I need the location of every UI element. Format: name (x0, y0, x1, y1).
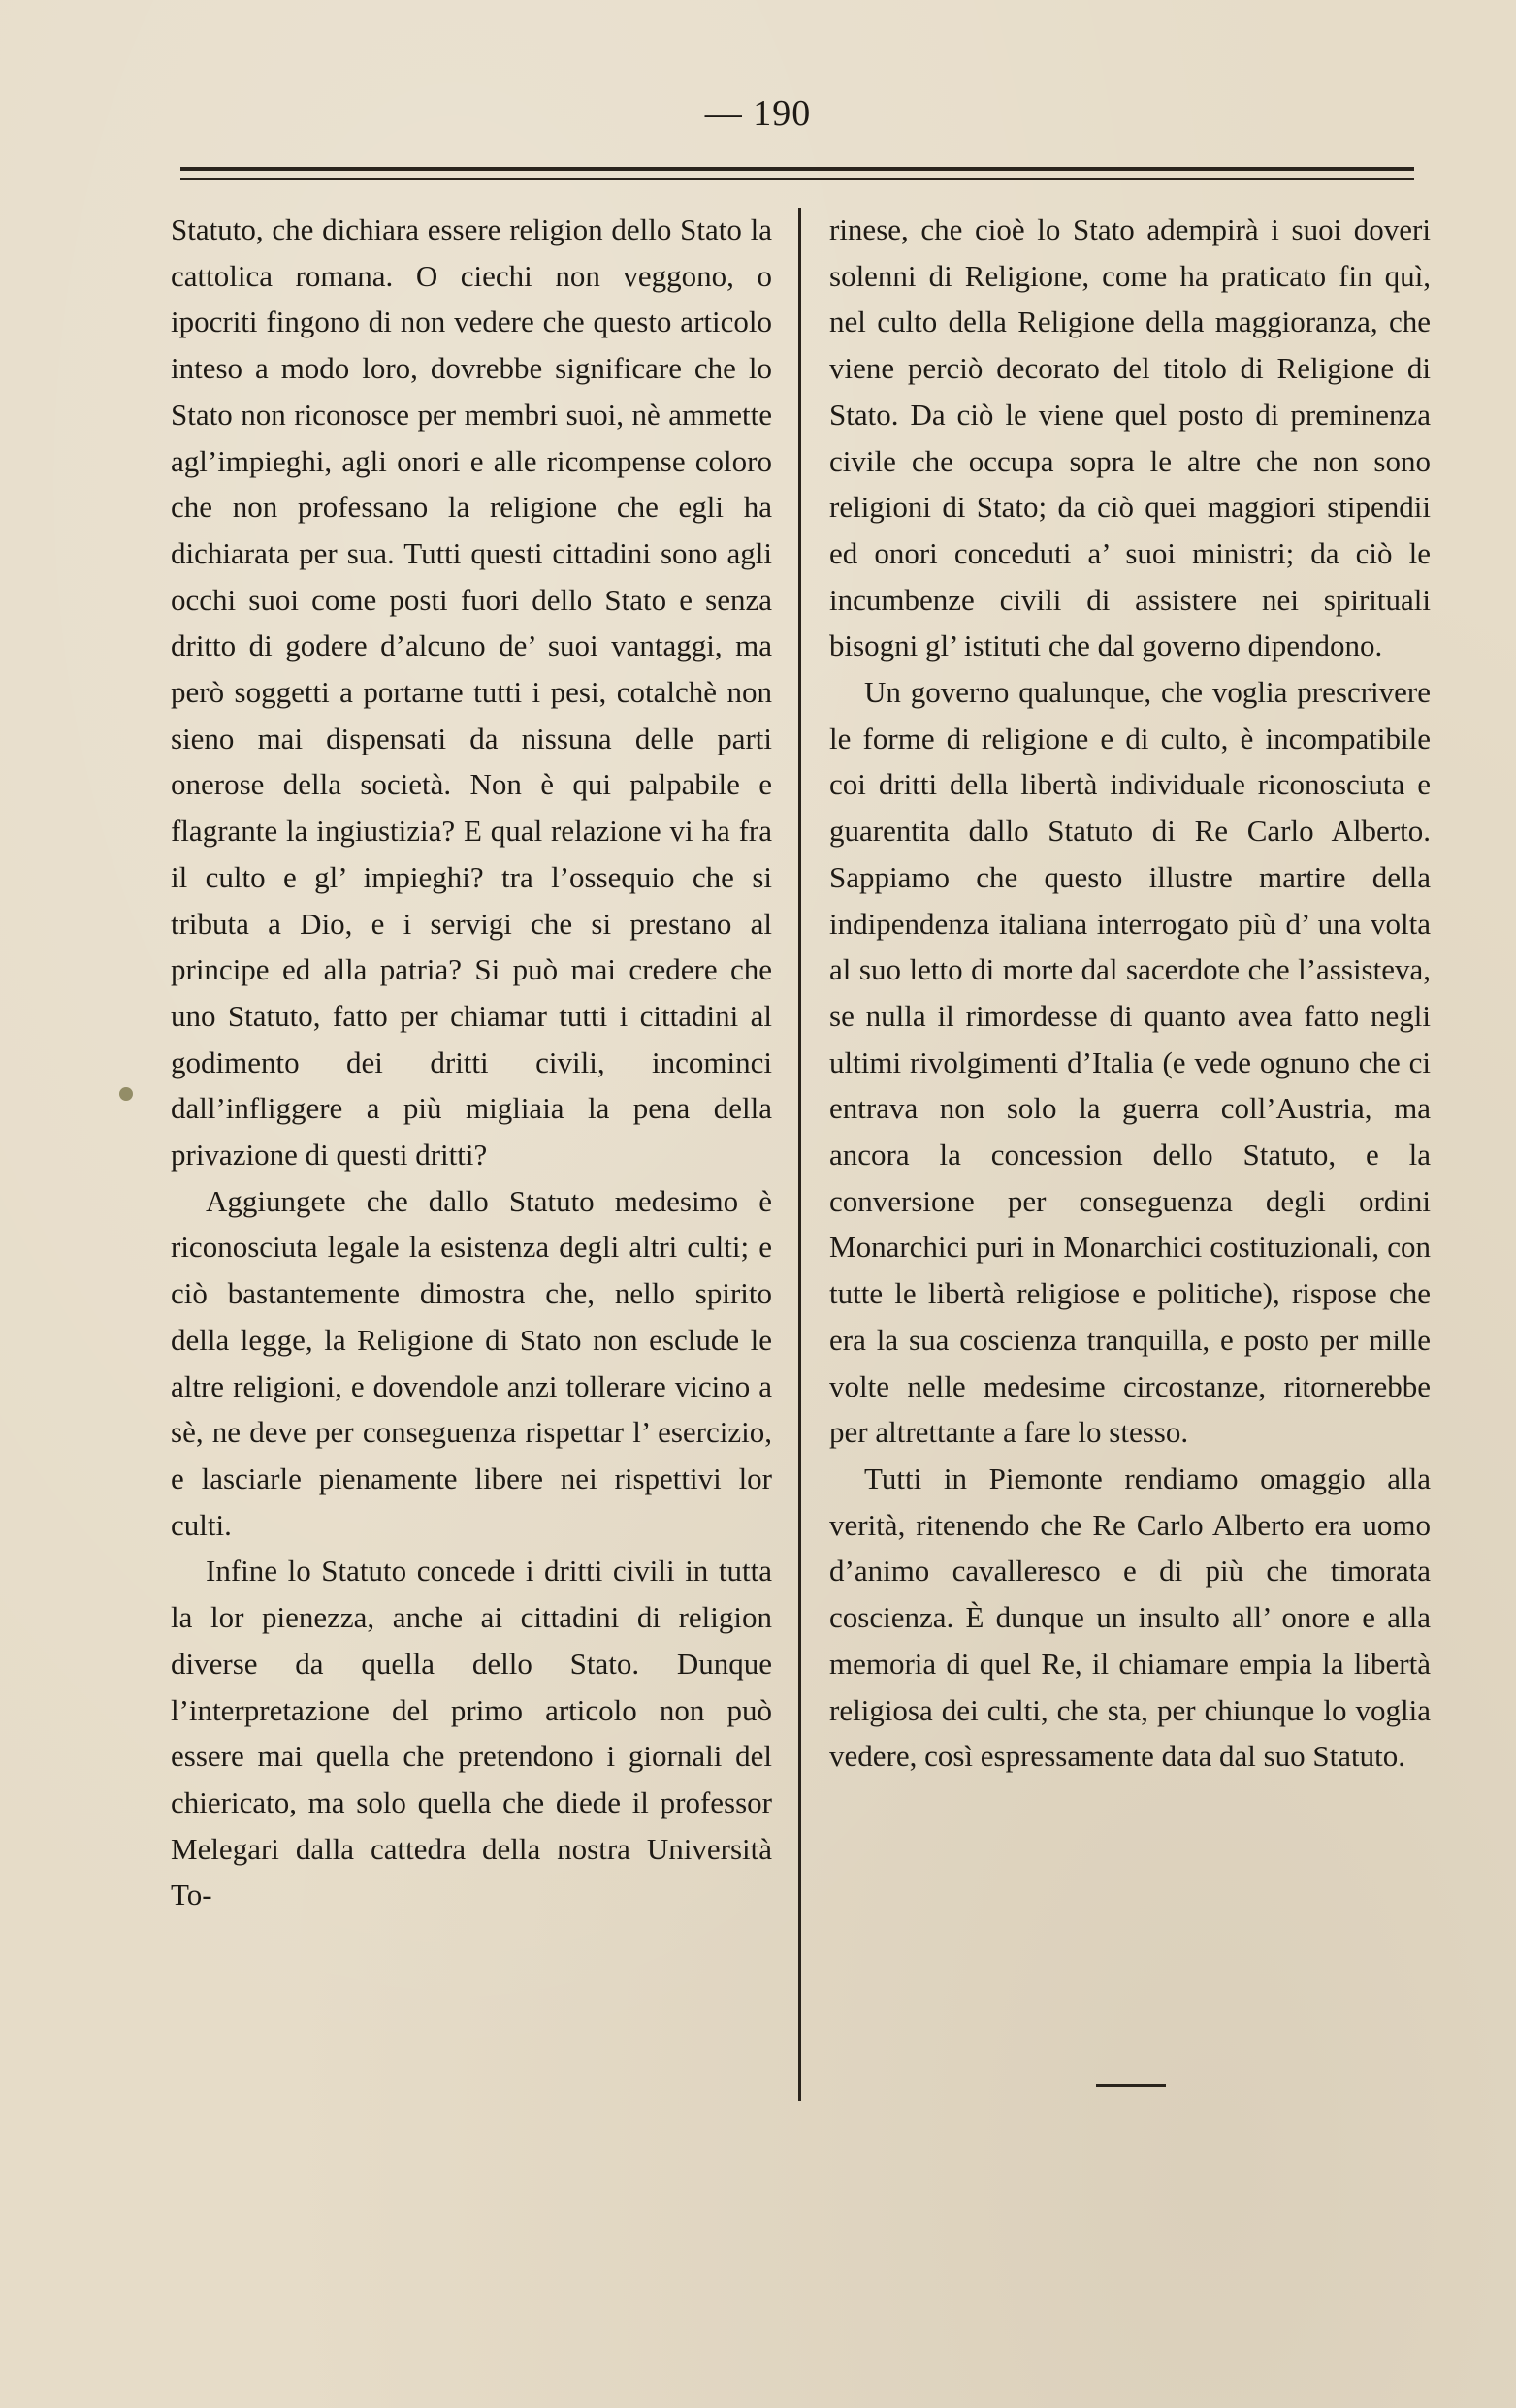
right-paragraph-2: Un governo qualunque, che voglia prescrivere le forme di religione e di culto, è incompatibile coi dritti della libertà individuale riconosciuta e guarentita dallo Statuto di Re Carlo Alberto. Sappiamo che questo illustre martire della indipendenza italiana interrogato più d’ una volta al suo letto di morte dal sacerdote che l’assisteva, se nulla il rimordesse di quanto avea fatto negli ultimi rivolgimenti d’Italia (e vede ognuno che ci entrava non solo la guerra coll’Austria, ma ancora la concession dello Statuto, e la conversione per conseguenza degli ordini Monarchici puri in Monarchici costituzionali, con tutte le libertà religiose e politiche), rispose che era la sua coscienza tranquilla, e posto per mille volte nelle medesime circostanze, ritornerebbe per altrettante a fare lo stesso. (829, 675, 1431, 1450)
right-paragraph-1: rinese, che cioè lo Stato adempirà i suoi doveri solenni di Religione, come ha praticato fin quì, nel culto della Religione della maggioranza, che viene perciò decorato del titolo di Religione di Stato. Da ciò le viene quel posto di preminenza civile che occupa sopra le altre che non sono religioni di Stato; da ciò quei maggiori stipendii ed onori conceduti a’ suoi ministri; da ciò le incumbenze civili di assistere nei spirituali bisogni gl’ istituti che dal governo dipendono. (829, 212, 1431, 663)
left-paragraph-2: Aggiungete che dallo Statuto medesimo è riconosciuta legale la esistenza degli altri culti; e ciò bastantemente dimostra che, nello spirito della legge, la Religione di Stato non esclude le altre religioni, e dovendole anzi tollerare vicino a sè, ne deve per conseguenza rispettar l’ esercizio, e lasciarle pienamente libere nei rispettivi lor culti. (171, 1183, 772, 1542)
right-column (829, 207, 1431, 1780)
right-paragraph-3: Tutti in Piemonte rendiamo omaggio alla verità, ritenendo che Re Carlo Alberto era uomo d’animo cavalleresco e di più che timorata coscienza. È dunque un insulto all’ onore e alla memoria di quel Re, il chiamare empia la libertà religiosa dei culti, che sta, per chiunque lo voglia vedere, così espressamente data dal suo Statuto. (829, 1461, 1431, 1774)
end-rule (1096, 2084, 1166, 2087)
page-number: — 190 (704, 93, 812, 134)
left-paragraph-1: Statuto, che dichiara essere religion dello Stato la cattolica romana. O ciechi non veggono, o ipocriti fingono di non vedere che questo articolo inteso a modo loro, dovrebbe significare che lo Stato non riconosce per membri suoi, nè ammette agl’impieghi, agli onori e alle ricompense coloro che non professano la religione che egli ha dichiarata per sua. Tutti questi cittadini sono agli occhi suoi come posti fuori dello Stato e senza dritto di godere d’alcuno de’ suoi vantaggi, ma però soggetti a portarne tutti i pesi, cotalchè non sieno mai dispensati da nissuna delle parti onerose della società. Non è qui palpabile e flagrante la ingiustizia? E qual relazione vi ha fra il culto e gl’ impieghi? tra l’ossequio che si tributa a Dio, e i servigi che si prestano al principe ed alla patria? Si può mai credere che uno Statuto, fatto per chiamar tutti i cittadini al godimento dei dritti civili, incominci dall’infliggere a più migliaia la pena della privazione di questi dritti? (171, 212, 772, 1172)
ink-stain (119, 1087, 133, 1101)
column-divider (798, 208, 801, 2101)
left-paragraph-3: Infine lo Statuto concede i dritti civili in tutta la lor pienezza, anche ai cittadini di religion diverse da quella dello Stato. Dunque l’interpretazione del primo articolo non può essere mai quella che pretendono i giornali del chiericato, ma solo quella che diede il professor Melegari dalla cattedra della nostra Università To- (171, 1554, 772, 1912)
header-rule (180, 167, 1414, 180)
left-column (171, 207, 772, 1918)
